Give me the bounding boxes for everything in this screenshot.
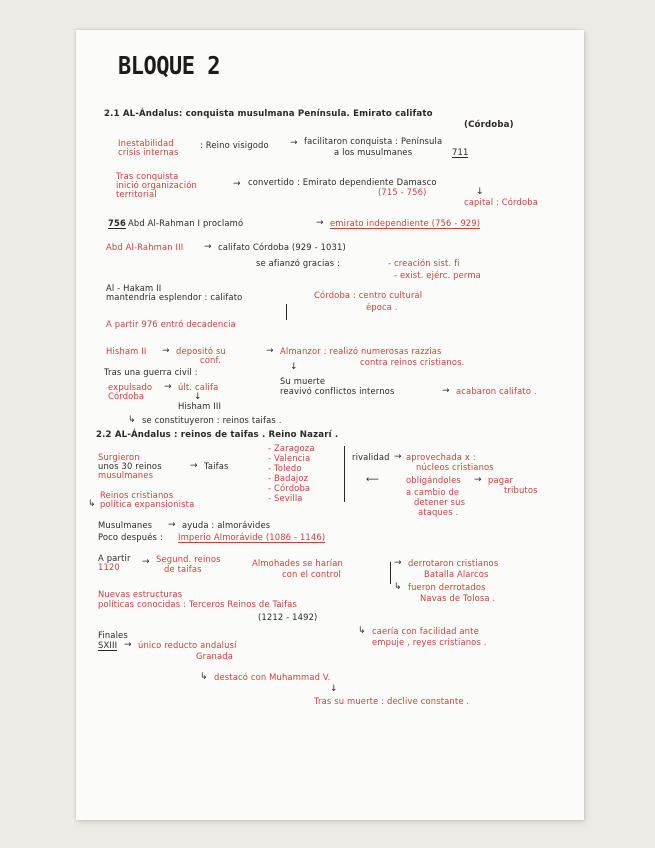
text-segundos-reinos: Segund. reinos [156, 554, 221, 564]
section-heading-2-1-cont: (Córdoba) [464, 120, 514, 130]
arrow-left-icon: ⟵ [366, 475, 379, 485]
text-capital-cordoba: capital : Córdoba [464, 197, 538, 207]
arrow-curve-icon: ↳ [128, 415, 136, 425]
text-conf: conf. [200, 355, 221, 365]
text-dates-1212-1492: (1212 - 1492) [258, 612, 318, 622]
text-se-afianzo: se afianzó gracias : [256, 258, 341, 268]
text-ataques: ataques . [418, 507, 459, 517]
arrow-right-icon: → [233, 179, 241, 189]
text-al-hakam-ii: Al - Hakam II [106, 283, 162, 293]
arrow-down-icon: ↓ [290, 362, 298, 372]
arrow-right-icon: → [442, 386, 450, 396]
text-fueron-derrotados: fueron derrotados [408, 582, 486, 592]
arrow-right-icon: → [394, 452, 402, 462]
text-unos-30-reinos: unos 30 reinos [98, 461, 162, 471]
arrow-down-icon: ↓ [330, 684, 338, 694]
text-imperio-almoravide: Imperio Almorávide (1086 - 1146) [178, 532, 326, 542]
text-detener-sus: detener sus [414, 497, 466, 507]
arrow-curve-icon: ↳ [200, 672, 208, 682]
notebook-page [76, 30, 584, 820]
text-sxiii: SXIII [98, 640, 118, 650]
arrow-down-icon: ↓ [476, 187, 484, 197]
text-tras-su-muerte: Tras su muerte : declive constante . [314, 696, 470, 706]
text-epoca: época . [366, 302, 398, 312]
text-almohades: Almohades se harían [252, 558, 343, 568]
text-dates-715-756: (715 - 756) [378, 187, 427, 197]
text-creacion-sist-fiscal: - creación sist. fi [388, 258, 460, 268]
arrow-right-icon: → [316, 218, 324, 228]
text-guerra-civil: Tras una guerra civil : [104, 367, 198, 377]
text-rivalidad: rivalidad [352, 452, 390, 462]
arrow-right-icon: → [142, 557, 150, 567]
text-musulmanes-2: Musulmanes [98, 520, 153, 530]
text-a-cambio-de: a cambio de [406, 487, 460, 497]
text-abd-al-rahman-i: Abd Al-Rahman I proclamó [128, 218, 244, 228]
section-heading-2-1: 2.1 AL-Ándalus: conquista musulmana Península. Emirato califato [104, 109, 433, 119]
text-year-1120: 1120 [98, 562, 120, 572]
text-aprovechada: aprovechada x : [406, 452, 476, 462]
text-musulmanes: musulmanes [98, 470, 154, 480]
text-con-el-control: con el control [282, 569, 341, 579]
text-inestabilidad: Inestabilidad [118, 138, 174, 148]
arrow-right-icon: → [204, 242, 212, 252]
taifa-item: - Valencia [268, 453, 311, 463]
text-expulsado: expulsado [108, 382, 153, 392]
taifa-item: - Badajoz [268, 473, 309, 483]
text-year-711: 711 [452, 147, 469, 157]
text-taifas: Taifas [204, 461, 229, 471]
text-hisham-iii: Hisham III [178, 401, 222, 411]
page-title: BLOQUE 2 [118, 52, 220, 81]
text-reinos-cristianos: Reinos cristianos [100, 490, 174, 500]
text-inicio-organizacion: inició organización [116, 180, 197, 190]
arrow-right-icon: → [474, 475, 482, 485]
arrow-curve-icon: ↳ [394, 582, 402, 592]
text-hisham-ii: Hisham II [106, 346, 147, 356]
text-derrotaron-cristianos: derrotaron cristianos [408, 558, 499, 568]
text-se-constituyeron: se constituyeron : reinos taifas . [142, 415, 282, 425]
arrow-right-icon: → [394, 558, 402, 568]
text-almanzor: Almanzor : realizó numerosas razzias [280, 346, 442, 356]
text-deposito-su: depositó su [176, 346, 226, 356]
text-cordoba-centro-cultural: Córdoba : centro cultural [314, 290, 423, 300]
bracket-line [390, 562, 391, 584]
text-ult-califa: últ. califa [178, 382, 219, 392]
text-empuje: empuje , reyes cristianos . [372, 637, 487, 647]
text-caeria: caería con facilidad ante [372, 626, 479, 636]
text-destaco-muhammad: destacó con Muhammad V. [214, 672, 331, 682]
arrow-right-icon: → [290, 138, 298, 148]
text-batalla-alarcos: Batalla Alarcos [424, 569, 489, 579]
arrow-right-icon: → [266, 346, 274, 356]
taifa-item: - Toledo [268, 463, 302, 473]
text-facilitaron: facilitaron conquista : Península [304, 136, 443, 146]
section-heading-2-2: 2.2 AL-Ándalus : reinos de taifas . Reino Nazarí . [96, 430, 339, 440]
text-de-taifas: de taifas [164, 564, 202, 574]
bracket-line [344, 446, 345, 502]
arrow-curve-icon: ↳ [88, 499, 96, 509]
text-finales: Finales [98, 630, 128, 640]
text-cordoba: Córdoba [108, 391, 145, 401]
text-exist-ejercito: - exist. ejérc. perma [394, 270, 481, 280]
text-mantendria-esplendor: mantendría esplendor : califato [106, 292, 243, 302]
text-navas-de-tolosa: Navas de Tolosa . [420, 593, 496, 603]
text-abd-al-rahman-iii: Abd Al-Rahman III [106, 242, 184, 252]
arrow-down-icon: ↓ [194, 392, 202, 402]
text-pagar: pagar [488, 475, 514, 485]
text-su-muerte: Su muerte [280, 376, 326, 386]
arrow-curve-icon: ↳ [358, 626, 366, 636]
connector-line [286, 304, 287, 320]
taifa-item: - Zaragoza [268, 443, 315, 453]
taifa-item: - Sevilla [268, 493, 303, 503]
text-surgieron: Surgieron [98, 452, 140, 462]
arrow-right-icon: → [190, 461, 198, 471]
text-reino-visigodo: : Reino visigodo [200, 140, 269, 150]
text-tras-conquista: Tras conquista [116, 171, 179, 181]
text-convertido: convertido : Emirato dependiente Damasco [248, 177, 437, 187]
taifa-item: - Córdoba [268, 483, 311, 493]
text-a-partir-976: A partir 976 entró decadencia [106, 319, 236, 329]
text-politica-expansionista: política expansionista [100, 499, 195, 509]
text-crisis-internas: crisis internas [118, 147, 179, 157]
text-nuevas-estructuras: Nuevas estructuras [98, 589, 183, 599]
text-territorial: territorial [116, 189, 157, 199]
text-granada: Granada [196, 651, 234, 661]
text-a-partir: A partir [98, 553, 131, 563]
text-unico-reducto: único reducto andalusí [138, 640, 237, 650]
text-a-los-musulmanes: a los musulmanes [334, 147, 413, 157]
text-reavivo: reavivó conflictos internos [280, 386, 395, 396]
text-obligandoles: obligándoles [406, 475, 461, 485]
text-nucleos-cristianos: núcleos cristianos [416, 462, 494, 472]
arrow-right-icon: → [168, 520, 176, 530]
arrow-right-icon: → [162, 346, 170, 356]
text-tributos: tributos [504, 485, 538, 495]
text-year-756: 756 [108, 218, 126, 228]
arrow-right-icon: → [164, 382, 172, 392]
text-ayuda-almoravides: ayuda : almorávides [182, 520, 271, 530]
text-califato-cordoba: califato Córdoba (929 - 1031) [218, 242, 346, 252]
text-acabaron-califato: acabaron califato . [456, 386, 537, 396]
text-contra-reinos: contra reinos cristianos. [360, 357, 465, 367]
arrow-right-icon: → [124, 640, 132, 650]
text-emirato-independiente: emirato independiente (756 - 929) [330, 218, 481, 228]
text-poco-despues: Poco después : [98, 532, 163, 542]
text-politicas-conocidas: políticas conocidas : Terceros Reinos de Taifas [98, 599, 297, 609]
